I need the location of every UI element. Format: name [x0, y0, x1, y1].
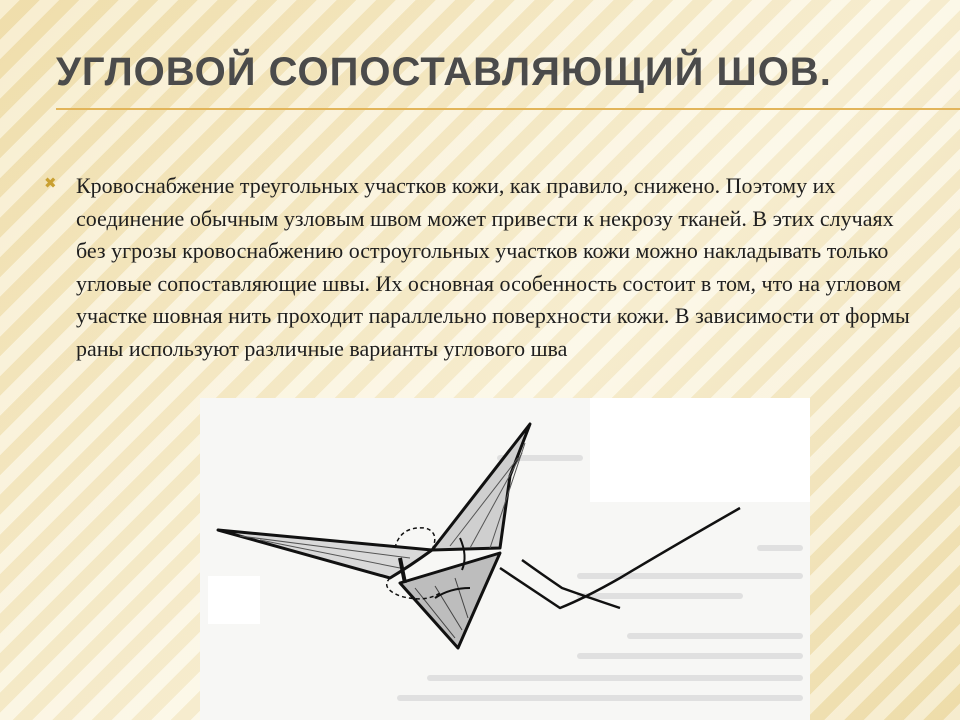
bullet-icon: ✖ [44, 174, 57, 192]
slide-title: УГЛОВОЙ СОПОСТАВЛЯЮЩИЙ ШОВ. [56, 50, 832, 94]
figure-whiteout-left [208, 576, 260, 624]
suture-figure [200, 398, 810, 720]
title-divider [56, 108, 960, 110]
figure-whiteout-top-right [590, 398, 810, 502]
body-paragraph: Кровоснабжение треугольных участков кожи, как правило, снижено. Поэтому их соединение обычным узловым швом может привести к некрозу тканей. В этих случаях без угрозы кровоснабжению остроугольных участков кожи можно накладывать только угловые сопоставляющие швы. Их основная особенность состоит в том, что на угловом участке шовная нить проходит параллельно поверхности кожи. В зависимости от формы раны используют различные варианты углового шва [76, 173, 910, 361]
